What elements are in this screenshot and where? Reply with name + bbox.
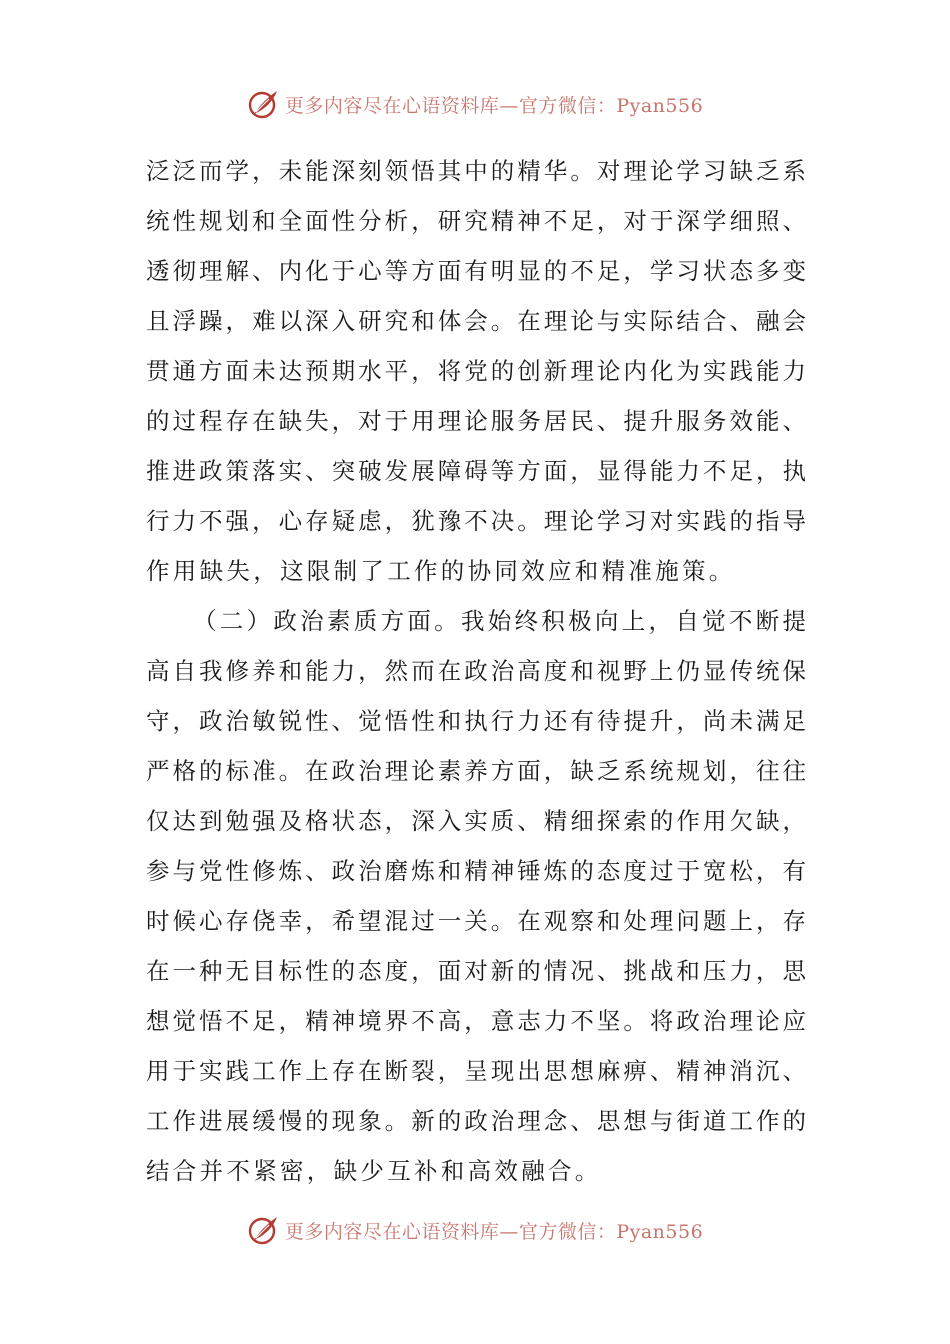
body-line: 严格的标准。在政治理论素养方面，缺乏系统规划，往往 — [146, 757, 806, 785]
footer-watermark-banner — [0, 1210, 950, 1250]
body-line: 高自我修养和能力，然而在政治高度和视野上仍显传统保 — [146, 657, 806, 685]
body-line: 且浮躁，难以深入研究和体会。在理论与实际结合、融会 — [146, 307, 806, 335]
body-line: 推进政策落实、突破发展障碍等方面，显得能力不足，执 — [146, 457, 806, 485]
section-heading-line: （二）政治素质方面。我始终积极向上，自觉不断提 — [193, 607, 806, 635]
body-line: 仅达到勉强及格状态，深入实质、精细探索的作用欠缺， — [146, 807, 806, 835]
body-line: 在一种无目标性的态度，面对新的情况、挑战和压力，思 — [146, 957, 806, 985]
document-body — [146, 146, 806, 1196]
body-line: 用于实践工作上存在断裂，呈现出思想麻痹、精神消沉、 — [146, 1057, 806, 1085]
body-line: 的过程存在缺失，对于用理论服务居民、提升服务效能、 — [146, 407, 806, 435]
body-line: 参与党性修炼、政治磨炼和精神锤炼的态度过于宽松，有 — [146, 857, 806, 885]
quill-logo-icon — [247, 87, 281, 121]
body-line: 工作进展缓慢的现象。新的政治理念、思想与街道工作的 — [146, 1107, 806, 1135]
body-line: 守，政治敏锐性、觉悟性和执行力还有待提升，尚未满足 — [146, 707, 806, 735]
body-line: 时候心存侥幸，希望混过一关。在观察和处理问题上，存 — [146, 907, 806, 935]
body-line: 统性规划和全面性分析，研究精神不足，对于深学细照、 — [146, 207, 806, 235]
header-watermark-banner — [0, 84, 950, 124]
body-line: 透彻理解、内化于心等方面有明显的不足，学习状态多变 — [146, 257, 806, 285]
header-watermark-text: 更多内容尽在心语资料库—官方微信：Pyan556 — [284, 94, 704, 117]
body-line: 行力不强，心存疑虑，犹豫不决。理论学习对实践的指导 — [146, 507, 806, 535]
paragraph-end-line: 结合并不紧密，缺少互补和高效融合。 — [146, 1157, 602, 1185]
body-line: 贯通方面未达预期水平，将党的创新理论内化为实践能力 — [146, 357, 806, 385]
body-line: 想觉悟不足，精神境界不高，意志力不坚。将政治理论应 — [146, 1007, 806, 1035]
quill-logo-icon — [247, 1213, 281, 1247]
body-line: 泛泛而学，未能深刻领悟其中的精华。对理论学习缺乏系 — [146, 157, 806, 185]
footer-watermark-text: 更多内容尽在心语资料库—官方微信：Pyan556 — [284, 1220, 704, 1243]
paragraph-end-line: 作用缺失，这限制了工作的协同效应和精准施策。 — [146, 557, 736, 585]
